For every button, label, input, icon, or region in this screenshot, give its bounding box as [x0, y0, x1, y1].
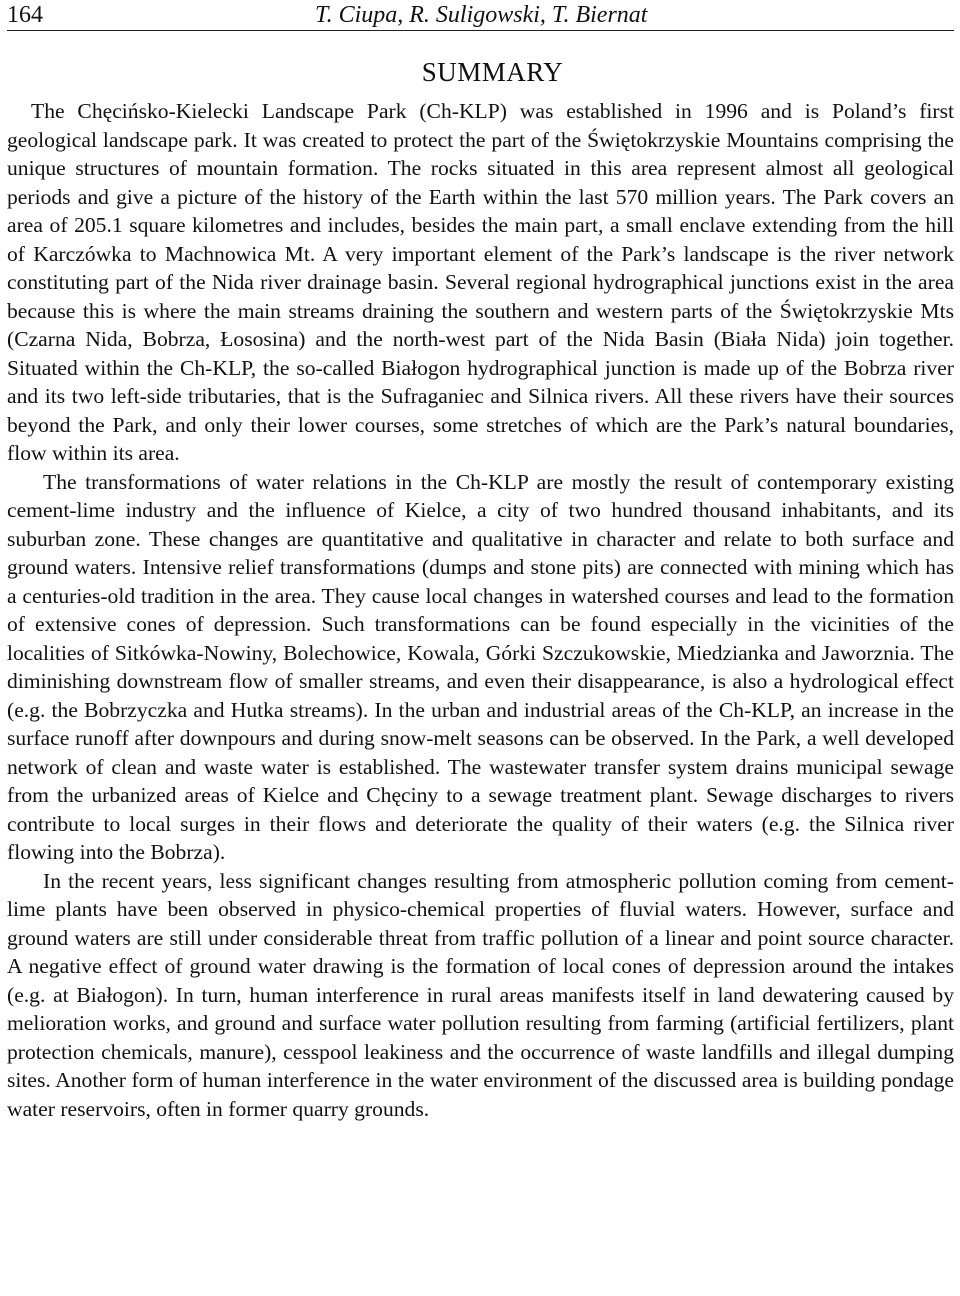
paragraph-1: The Chęcińsko-Kielecki Landscape Park (Ch-KLP) was established in 1996 and is Poland’s first geological landscape park. It was created to protect the part of the Świętokrzyskie Mountains comprising the unique structures of mountain formation. The rocks situated in this area represent almost all geological periods and give a picture of the history of the Earth within the last 570 million years. The Park covers an area of 205.1 square kilometres and includes, besides the main part, a small enclave extending from the hill of Karczówka to Machnowica Mt. A very important element of the Park’s landscape is the river network constituting part of the Nida river drainage basin. Several regional hydrographical junctions exist in the area because this is where the main streams draining the southern and western parts of the Świętokrzyskie Mts (Czarna Nida, Bobrza, Łososina) and the north-west part of the Nida Basin (Biała Nida) join together. Situated within the Ch-KLP, the so-called Białogon hydrographical junction is made up of the Bobrza river and its two left-side tributaries, that is the Sufraganiec and Silnica rivers. All these rivers have their sources beyond the Park, and only their lower courses, some stretches of which are the Park’s natural boundaries, flow within its area. — [7, 99, 954, 465]
running-head — [7, 0, 954, 31]
section-heading: SUMMARY — [421, 57, 564, 87]
page-number: 164 — [7, 2, 43, 28]
page — [7, 0, 954, 1296]
summary-body — [7, 97, 954, 1123]
paragraph-3: In the recent years, less significant changes resulting from atmospheric pollution coming from cement-lime plants have been observed in physico-chemical properties of fluvial waters. However, surface and ground waters are still under considerable threat from traffic pollution of a linear and point source character. A negative effect of ground water drawing is the formation of local cones of depression around the intakes (e.g. at Białogon). In turn, human interference in rural areas manifests itself in land dewatering caused by melioration works, and ground and surface water pollution resulting from farming (artificial fertilizers, plant protection chemicals, manure), cesspool leakiness and the occurrence of waste landfills and illegal dumping sites. Another form of human interference in the water environment of the discussed area is building pondage water reservoirs, often in former quarry grounds. — [7, 868, 954, 1121]
paragraph-2: The transformations of water relations in the Ch-KLP are mostly the result of contemporary existing cement-lime industry and the influence of Kielce, a city of two hundred thousand inhabitants, and its suburban zone. These changes are quantitative and qualitative in character and relate to both surface and ground waters. Intensive relief transformations (dumps and stone pits) are connected with mining which has a centuries-old tradition in the area. They cause local changes in watershed courses and lead to the formation of extensive cones of depression. Such transformations can be found especially in the vicinities of the localities of Sitkówka-Nowiny, Bolechowice, Kowala, Górki Szczukowskie, Miedzianka and Jaworznia. The diminishing downstream flow of smaller streams, and even their disappearance, is also a hydrological effect (e.g. the Bobrzyczka and Hutka streams). In the urban and industrial areas of the Ch-KLP, an increase in the surface runoff after downpours and during snow-melt seasons can be observed. In the Park, a well developed network of clean and waste water is established. The wastewater transfer system drains municipal sewage from the urbanized areas of Kielce and Chęciny to a sewage treatment plant. Sewage discharges to rivers contribute to local surges in their flows and deteriorate the quality of their waters (e.g. the Silnica river flowing into the Bobrza). — [7, 469, 954, 864]
running-head-authors: T. Ciupa, R. Suligowski, T. Biernat — [315, 2, 648, 28]
